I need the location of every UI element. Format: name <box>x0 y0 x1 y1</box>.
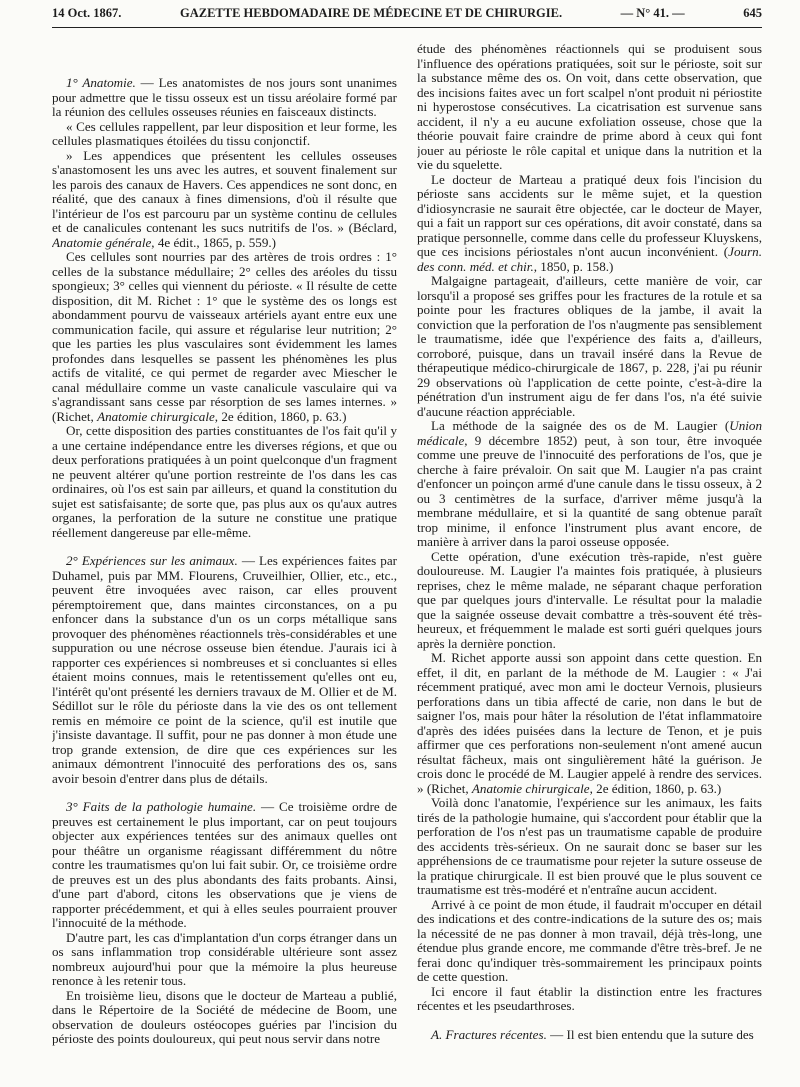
paragraph-text: étude des phénomènes réactionnels qui se produisent sous l'influence des opérations pratiquées, soit sur le périoste, soit sur la substance même des os. On voit, dans cette observation, que des incisions faites avec un fort scalpel n'ont produit ni périostite ni hyperostose consécutives. La cicatrisation est survenue sans accident, il n'y a eu aucune exfoliation osseuse, chose que la théorie pouvait faire craindre de prime abord à ceux qui font jouer au périoste le rôle capital et unique dans la nutrition et la vie du squelette. <box>417 42 762 172</box>
citation-tail: , 2e édition, 1860, p. 63.) <box>589 780 722 796</box>
section-heading: 2° Expériences sur les animaux. <box>66 553 238 568</box>
citation-title: Anatomie générale <box>52 234 152 250</box>
running-header <box>52 0 762 26</box>
paragraph-text: — Les anatomistes de nos jours sont unanimes pour admettre que le tissu osseux est un tissu aréolaire formé par la réunion des cellules osseuses réunies en faisceaux distincts. <box>52 75 397 119</box>
paragraph-text: Malgaigne partageait, d'ailleurs, cette manière de voir, car lorsqu'il a proposé ses griffes pour les fractures de la rotule et sa pointe pour les fractures obliques de la jambe, il avait la conviction que la perforation de l'os n'augmente pas sensiblement le traumatisme, idée que l'expérience des faits a, d'ailleurs, corroboré, puisque, dans un travail inséré dans la Revue de thérapeutique médico-chirurgicale de 1867, p. 228, j'ai pu réunir 29 observations où l'application de cette pointe, c'est-à-dire la pénétration d'un instrument aigu de fer dans l'os, n'a été suivie d'aucune réaction appréciable. <box>417 273 762 419</box>
paragraph-text: — Il est bien entendu que la suture des <box>546 1026 754 1042</box>
left-column-paragraph <box>52 989 397 1047</box>
citation-tail: , 4e édit., 1865, p. 559.) <box>151 234 277 250</box>
header-title: GAZETTE HEBDOMADAIRE DE MÉDECINE ET DE CHIRURGIE. <box>179 5 563 20</box>
paragraph-text: La méthode de la saignée des os de M. Laugier ( <box>431 418 730 433</box>
right-column <box>417 42 762 1082</box>
right-column-paragraph <box>417 274 762 419</box>
left-column-paragraph <box>52 149 397 251</box>
right-column-paragraph <box>417 796 762 898</box>
paragraph-text: M. Richet apporte aussi son appoint dans cette question. En effet, il dit, en parlant de la méthode de M. Laugier : « J'ai récemment pratiqué, avec mon ami le docteur Vernois, plusieurs perforations dans un tibia affecté de carie, non dans le but de saigner l'os, mais pour hâter la résolution de l'état inflammatoire d'après des idées puisées dans la lecture de Tenon, et je puis affirmer que ces perforations non-seulement n'ont amené aucun résultat fâcheux, mais ont singulièrement hâté la guérison. Je crois donc le procédé de M. Laugier appelé à rendre des services. » (Richet, <box>417 650 762 796</box>
left-column <box>52 62 397 1082</box>
header-page-number: 645 <box>743 5 762 20</box>
header-date: 14 Oct. 1867. <box>52 5 122 20</box>
citation-tail: , 2e édition, 1860, p. 63.) <box>214 408 347 424</box>
paragraph-text: Ces cellules sont nourries par des artères de trois ordres : 1° celles de la substance médullaire; 2° celles des aréoles du tissu spongieux; 3° celles qui viennent du périoste. « Il résulte de cette disposition, dit M. Richet : 1° que le système des os longs est abondamment pourvu de vaisseaux artériels ayant entre eux une communication facile, qui assure et régularise leur nutrition; 2° que les parties les plus vasculaires sont évidemment les lames profondes dans lesquelles se passent les phénomènes les plus actifs de vitalité, ce qui permet de regarder avec Miescher le canal médullaire comme un vaste canalicule vasculaire qui va s'agrandissant sans cesse par résorption de ses lames internes. » (Richet, <box>52 249 397 424</box>
right-column-paragraph <box>417 898 762 985</box>
section-heading: 1° Anatomie. <box>66 75 136 90</box>
paragraph-text: Le docteur de Marteau a pratiqué deux fois l'incision du périoste sans accidents sur le même sujet, et la question d'idiosyncrasie ne saurait être objectée, car le docteur de Mayer, qui a fait un rapport sur ces opérations, dit avoir constaté, dans sa pratique personnelle, comme dans celle du professeur Kluyskens, que ces incisions périostales n'ont aucun inconvénient. ( <box>417 171 762 259</box>
paragraph-text: Ici encore il faut établir la distinction entre les fractures récentes et les pseudarthroses. <box>417 983 762 1013</box>
right-column-paragraph <box>417 419 762 550</box>
left-column-paragraph <box>52 250 397 424</box>
right-column-paragraph <box>417 42 762 173</box>
paragraph-text: « Ces cellules rappellent, par leur disposition et leur forme, les cellules plasmatiques étoilées du tissu conjonctif. <box>52 118 397 148</box>
citation-tail: , 1850, p. 158.) <box>533 258 614 274</box>
paragraph-text: — Ce troisième ordre de preuves est certainement le plus important, car on peut toujours objecter aux expériences tentées sur des animaux quelles ont pour théâtre un organisme réagissant différemment du nôtre contre les traumatismes qu'on lui fait subir. Or, ce troisième ordre de preuves est un des plus abondants des faits probants. Ainsi, d'une part d'abord, citons les observations que je viens de rapporter précédemment, et qui à elles seules pourraient prouver l'innocuité de la méthode. <box>52 799 397 930</box>
right-column-paragraph <box>417 1028 762 1043</box>
right-column-paragraph <box>417 651 762 796</box>
right-column-paragraph <box>417 985 762 1014</box>
paragraph-text: Cette opération, d'une exécution très-rapide, n'est guère douloureuse. M. Laugier l'a maintes fois pratiquée, à plusieurs reprises, chez le même malade, ne séparant chaque perforation que par quelques jours d'intervalle. Le résultat pour la maladie que la saignée osseuse devait combattre a très-souvent été très-heureux, et fréquemment le malade est sorti guéri quelques jours après la dernière ponction. <box>417 548 762 651</box>
paragraph-text: En troisième lieu, disons que le docteur de Marteau a publié, dans le Répertoire de la Société de médecine de Boom, une observation de douleurs ostéocopes guéries par l'incision du périoste des points douloureux, qui peut nous servir dans notre <box>52 987 397 1046</box>
right-column-paragraph <box>417 550 762 652</box>
section-heading: A. Fractures récentes. <box>431 1026 547 1042</box>
paragraph-text: Arrivé à ce point de mon étude, il faudrait m'occuper en détail des indications et des contre-indications de la suture des os; mais la nécessité de ne pas donner à mon travail, déjà très-long, une étendue plus grande encore, me commande d'être très-bref. Je ne ferai donc qu'indiquer très-sommairement les principaux points de cette question. <box>417 896 762 984</box>
paragraph-text: » Les appendices que présentent les cellules osseuses s'anastomosent les uns avec les autres, et souvent finalement sur les parois des canaux de Havers. Ces appendices ne sont donc, en réalité, que des canaux à fines dimensions, d'où il résulte que l'intérieur de l'os est parcouru par un système continu de cellules et de canalicules contenant les sucs nutritifs de l'os. » (Béclard, <box>52 147 397 235</box>
paragraph-text: D'autre part, les cas d'implantation d'un corps étranger dans un os sans inflammation trop considérable ultérieure sont assez nombreux aujourd'hui pour que la mémoire la plus heureuse renonce à les retenir tous. <box>52 929 397 988</box>
citation-title: Union médicale <box>417 418 762 448</box>
header-number: — N° 41. — <box>620 5 685 20</box>
paragraph-text: Or, cette disposition des parties constituantes de l'os fait qu'il y a une certaine indépendance entre les diverses régions, et que ou deux perforations pratiquées à un point quelconque d'un fragment ne peuvent altérer qu'une portion restreinte de l'os dans les cas ordinaires, où l'os est sain par ailleurs, et quand la constitution du sujet est satisfaisante; de sorte que, pas plus aux os qu'aux autres organes, la perforation de la suture ne constitue une pratique réellement dangereuse par elle-même. <box>52 423 397 540</box>
right-column-paragraph <box>417 173 762 275</box>
paragraph-text: — Les expériences faites par Duhamel, puis par MM. Flourens, Cruveilhier, Ollier, etc., etc., peuvent être invoquées avec raison, car elles prouvent péremptoirement que, dans maintes circonstances, on a pu enfoncer dans la substance d'un os un corps métallique sans provoquer des phénomènes réactionnels très-considérables et une suppuration ou une nécrose osseuse bien étendue. J'aurais ici à rapporter ces expériences si nombreuses et si concluantes si elles étaient moins connues, mais le retentissement qu'elles ont eu, l'intérêt qu'ont présenté les derniers travaux de M. Ollier et de M. Sédillot sur le rôle du périoste dans la vie des os ont tellement remis en mémoire ce point de la science, qu'il est inutile que j'insiste davantage. Il suffit, pour ne pas donner à mon étude une trop grande extension, de dire que ces expériences sur les animaux démontrent l'innocuité des perforations des os, sans avoir besoin d'entrer dans plus de détails. <box>52 553 397 786</box>
left-column-paragraph <box>52 554 397 786</box>
left-column-paragraph <box>52 800 397 931</box>
citation-tail: , 9 décembre 1852) peut, à son tour, être invoquée comme une preuve de l'innocuité des perforations de l'os, que je cherche à faire prévaloir. On sait que M. Laugier n'a pas craint d'enfoncer un poinçon armé d'une canule dans le tissu osseux, à 2 ou 3 centimètres de la surface, d'arriver même jusqu'à la membrane médullaire, et si la quantité de sang obtenue paraît trop minime, il enfonce l'instrument plus avant encore, de manière à arriver dans la paroi osseuse opposée. <box>417 432 762 549</box>
section-heading: 3° Faits de la pathologie humaine. <box>66 799 257 814</box>
two-column-body <box>52 42 762 1082</box>
left-column-paragraph <box>52 76 397 120</box>
paragraph-text: Voilà donc l'anatomie, l'expérience sur les animaux, les faits tirés de la pathologie humaine, qui s'accordent pour établir que la perforation de l'os n'est pas un traumatisme capable de produire des accidents très-sérieux. On ne saurait donc se baser sur les appréhensions de ce traumatisme pour rejeter la suture osseuse de la pratique chirurgicale. Il est bien prouvé que le plus souvent ce traumatisme est très-modéré et n'entraîne aucun accident. <box>417 795 762 897</box>
citation-title: Journ. des conn. méd. et chir. <box>417 244 762 274</box>
left-column-paragraph <box>52 931 397 989</box>
citation-title: Anatomie chirurgicale <box>97 408 215 424</box>
header-rule <box>52 27 762 28</box>
left-column-paragraph <box>52 424 397 540</box>
citation-title: Anatomie chirurgicale <box>471 780 590 796</box>
left-column-paragraph <box>52 120 397 149</box>
